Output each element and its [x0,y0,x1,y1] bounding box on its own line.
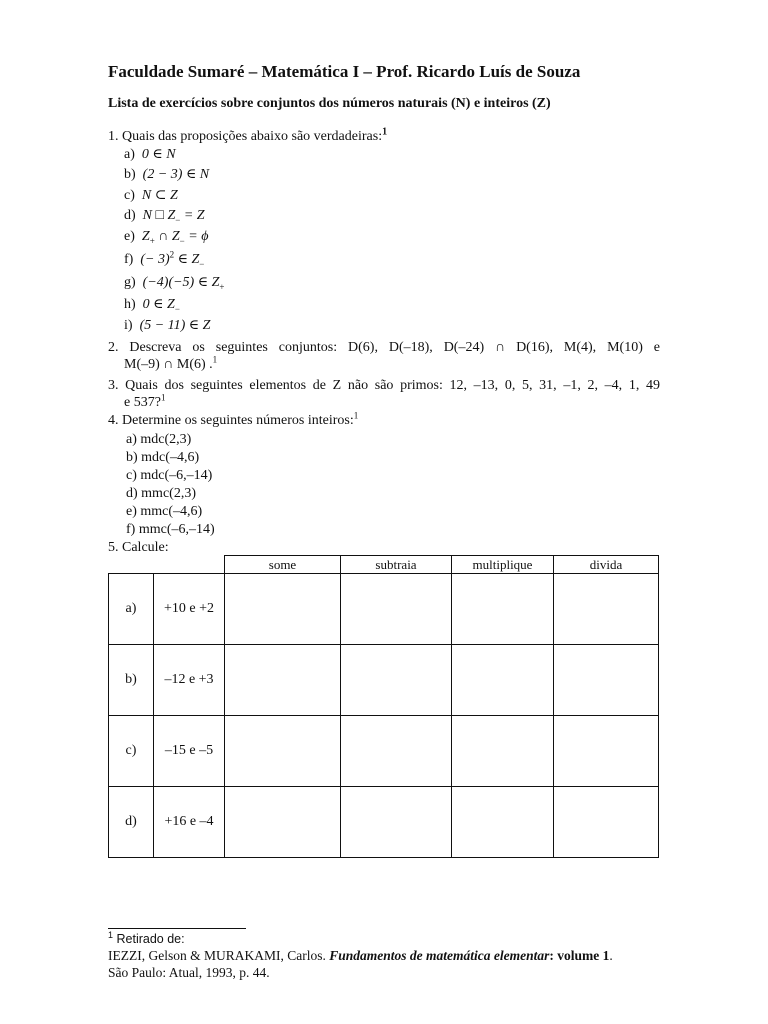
footnote-line-1 [108,929,185,946]
item-subscript: − [175,214,181,225]
question-3-line-2 [124,394,165,411]
item-expression: N [142,208,156,223]
answer-cell[interactable] [554,574,659,645]
answer-cell[interactable] [225,787,341,858]
item-label: c) [126,468,137,483]
document-title: Faculdade Sumaré – Matemática I – Prof. Ricardo Luís de Souza [108,62,581,81]
calculation-table [108,555,659,858]
answer-cell[interactable] [452,574,554,645]
footnote-ref: 1 [212,354,218,365]
answer-cell[interactable] [554,716,659,787]
q4-item-e [126,503,202,520]
item-subscript: − [199,258,205,269]
item-expression: mmc(2,3) [141,486,196,501]
item-expression: Z [167,208,176,223]
column-header: subtraia [341,556,452,574]
row-label: b) [109,645,154,716]
row-label: d) [109,787,154,858]
item-expression: (−4)(−5) ∈ Z [142,275,220,290]
table-row [109,574,659,645]
footnote-ref: 1 [353,410,359,421]
column-header: some [225,556,341,574]
q1-item-g [124,274,224,291]
item-label: h) [124,297,136,312]
answer-cell[interactable] [225,574,341,645]
item-expression: (− 3) [140,252,170,267]
footnote-line-3: São Paulo: Atual, 1993, p. 44. [108,965,270,980]
q1-item-i [124,317,210,334]
table-row [109,716,659,787]
footnote-ref: 1 [382,126,388,138]
q1-item-a [124,146,176,163]
number-pair: +16 e –4 [154,787,225,858]
column-header: multiplique [452,556,554,574]
answer-cell[interactable] [554,645,659,716]
table-corner [109,556,154,574]
q1-item-b [124,166,209,183]
item-expression: N ⊂ Z [141,188,178,203]
question-3-line-1: 3. Quais dos seguintes elementos de Z não são primos: 12, –13, 0, 5, 31, –1, 2, –4, 1, 49 [108,378,660,393]
item-subscript: − [179,235,185,246]
item-expression: mdc(–4,6) [141,450,200,465]
item-label: d) [124,208,136,223]
table-header-row [109,556,659,574]
question-1-prompt: 1. Quais das proposições abaixo são verdadeiras: [108,129,383,144]
footnote-punctuation: . [609,948,613,963]
table-row [109,645,659,716]
footnote-divider [108,928,246,929]
row-label: a) [109,574,154,645]
footnote-authors: IEZZI, Gelson & MURAKAMI, Carlos. [108,948,330,963]
item-subscript: + [149,235,155,246]
item-expression: ∩ Z [154,229,180,244]
answer-cell[interactable] [225,645,341,716]
answer-cell[interactable] [225,716,341,787]
footnote-ref: 1 [160,392,166,403]
q1-item-e [124,228,208,245]
item-label: a) [124,147,135,162]
question-2-line-1: 2. Descreva os seguintes conjuntos: D(6), D(–18), D(–24) ∩ D(16), M(4), M(10) e [108,340,660,355]
item-expression: mmc(–6,–14) [138,522,215,537]
item-label: b) [126,450,138,465]
q1-item-f [124,251,204,268]
item-expression: ∈ Z [174,252,200,267]
q1-item-d [124,207,205,224]
footnote-volume: : volume 1 [549,948,610,963]
item-expression: (2 − 3) ∈ N [142,167,210,182]
column-header: divida [554,556,659,574]
footnote-book-title: Fundamentos de matemática elementar [329,948,550,963]
item-expression: mdc(–6,–14) [140,468,213,483]
item-subscript: − [174,303,180,314]
item-expression: = Z [180,208,205,223]
item-superscript: 2 [169,249,175,260]
answer-cell[interactable] [452,645,554,716]
item-expression: = ϕ [184,229,209,244]
number-pair: –15 e –5 [154,716,225,787]
item-label: b) [124,167,136,182]
document-subtitle: Lista de exercícios sobre conjuntos dos números naturais (N) e inteiros (Z) [108,96,551,111]
footnote-mark: 1 [108,929,114,940]
item-subscript: + [219,281,225,292]
item-expression: 0 ∈ Z [142,297,175,312]
question-2-text: M(–9) ∩ M(6) . [124,357,213,372]
item-label: f) [126,522,136,537]
question-3-text: e 537? [124,395,161,410]
q4-item-f [126,521,215,538]
item-label: g) [124,275,136,290]
q4-item-a [126,431,191,448]
item-expression: mdc(2,3) [140,432,192,447]
item-expression: 0 ∈ N [141,147,176,162]
answer-cell[interactable] [452,787,554,858]
question-1-text [108,128,387,145]
missing-glyph: □ [155,208,164,223]
item-label: e) [126,504,137,519]
item-expression: mmc(–4,6) [140,504,203,519]
q4-item-b [126,449,199,466]
answer-cell[interactable] [341,645,452,716]
question-5-text: 5. Calcule: [108,540,169,555]
answer-cell[interactable] [554,787,659,858]
q1-item-c [124,187,178,204]
q4-item-c [126,467,212,484]
q1-item-h [124,296,180,313]
answer-cell[interactable] [341,574,452,645]
item-label: e) [124,229,135,244]
footnote-line-2 [108,948,613,964]
item-expression: (5 − 11) ∈ Z [139,318,211,333]
item-expression: Z [141,229,150,244]
question-4-text [108,412,358,429]
answer-cell[interactable] [341,787,452,858]
answer-cell[interactable] [452,716,554,787]
item-label: f) [124,252,134,267]
table-corner [154,556,225,574]
item-label: i) [124,318,133,333]
footnote-text: Retirado de: [116,932,185,946]
item-label: d) [126,486,138,501]
q4-item-d [126,485,196,502]
question-4-prompt: 4. Determine os seguintes números inteiros: [108,413,354,428]
row-label: c) [109,716,154,787]
number-pair: –12 e +3 [154,645,225,716]
item-label: a) [126,432,137,447]
answer-cell[interactable] [341,716,452,787]
number-pair: +10 e +2 [154,574,225,645]
question-2-line-2 [124,356,217,373]
table-row [109,787,659,858]
item-label: c) [124,188,135,203]
